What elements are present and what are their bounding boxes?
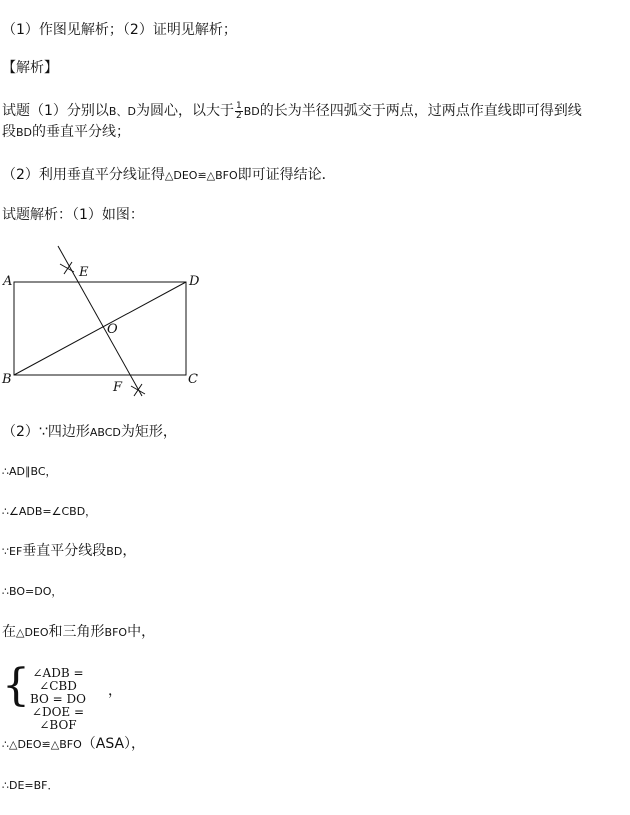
system-trailing-comma: ， [108, 683, 122, 699]
arc-mark-f [131, 384, 145, 396]
system-row-2: BO = DO [29, 692, 87, 706]
analysis-triangles: △DEO≌△BFO [164, 169, 238, 182]
fraction [235, 102, 243, 121]
label-e: E [79, 265, 89, 280]
proof-step-4 [2, 541, 136, 562]
geometry-figure [0, 238, 215, 403]
analysis-line-1 [2, 101, 582, 122]
answer-part1: （1）作图见解析； [2, 22, 123, 38]
perpendicular-bisector-ef [58, 246, 142, 396]
proof-step-1 [2, 422, 177, 443]
analysis-points: B、D [108, 105, 136, 118]
system-rows [12, 667, 104, 732]
analysis-text: 段 [2, 124, 16, 140]
answer-line [2, 20, 237, 40]
proof-text: 垂直平分线段 [22, 543, 107, 559]
proof-term: BD [106, 545, 123, 558]
proof-text: 中， [127, 624, 156, 640]
answer-part2: （2）证明见解析； [122, 22, 237, 38]
analysis-text: 为圆心，以大于 [135, 103, 234, 119]
analysis-text: 即可证得结论． [237, 167, 336, 183]
fraction-denominator: 2 [235, 110, 242, 121]
proof-step-8: ∴DE=BF． [2, 779, 59, 792]
section-heading: 【解析】 [2, 60, 58, 76]
proof-step-7 [2, 734, 145, 755]
fraction-numerator: 1 [235, 100, 242, 111]
analysis-line-3 [2, 165, 336, 186]
proof-term: BFO [104, 626, 128, 639]
proof-text: 和三角形 [48, 624, 105, 640]
system-row-3: ∠DOE = ∠BOF [31, 705, 85, 732]
proof-text: （2）∵四边形 [2, 424, 90, 440]
proof-step-6 [2, 622, 155, 643]
proof-text: （ASA）， [81, 736, 146, 752]
label-f: F [113, 380, 123, 395]
label-a: A [3, 274, 13, 289]
label-b: B [2, 372, 12, 387]
proof-term: ∴ [2, 738, 9, 751]
analysis-text: 的长为半径四弧交于两点，过两点作直线即可得到线 [259, 103, 582, 119]
analysis-text: 的垂直平分线； [32, 124, 131, 140]
system-brace: { [2, 660, 30, 711]
proof-term: EF [9, 545, 23, 558]
label-d: D [189, 274, 200, 289]
diagonal-bd [14, 282, 186, 375]
proof-term: ∵ [2, 545, 9, 558]
analysis-text: 试题（1）分别以 [2, 103, 109, 119]
arc-mark-e [60, 262, 74, 274]
proof-text: ， [122, 543, 137, 559]
system-row-1: ∠ADB = ∠CBD [32, 666, 84, 693]
analysis-segment: BD [243, 105, 260, 118]
proof-step-2: ∴AD∥BC， [2, 465, 57, 478]
analysis-segment: BD [16, 126, 33, 139]
proof-text: 在 [2, 624, 16, 640]
proof-text: 为矩形， [120, 424, 177, 440]
proof-step-5: ∴BO=DO， [2, 585, 63, 598]
proof-term: △DEO≌△BFO [9, 738, 82, 751]
proof-term: △DEO [16, 626, 49, 639]
label-c: C [188, 372, 198, 387]
analysis-line-2 [2, 122, 130, 143]
label-o: O [107, 322, 118, 337]
analysis-text: （2）利用垂直平分线证得 [2, 167, 165, 183]
proof-step-3: ∴∠ADB=∠CBD， [2, 505, 97, 518]
solution-intro: 试题解析：（1）如图： [2, 207, 144, 223]
proof-term: ABCD [89, 426, 121, 439]
